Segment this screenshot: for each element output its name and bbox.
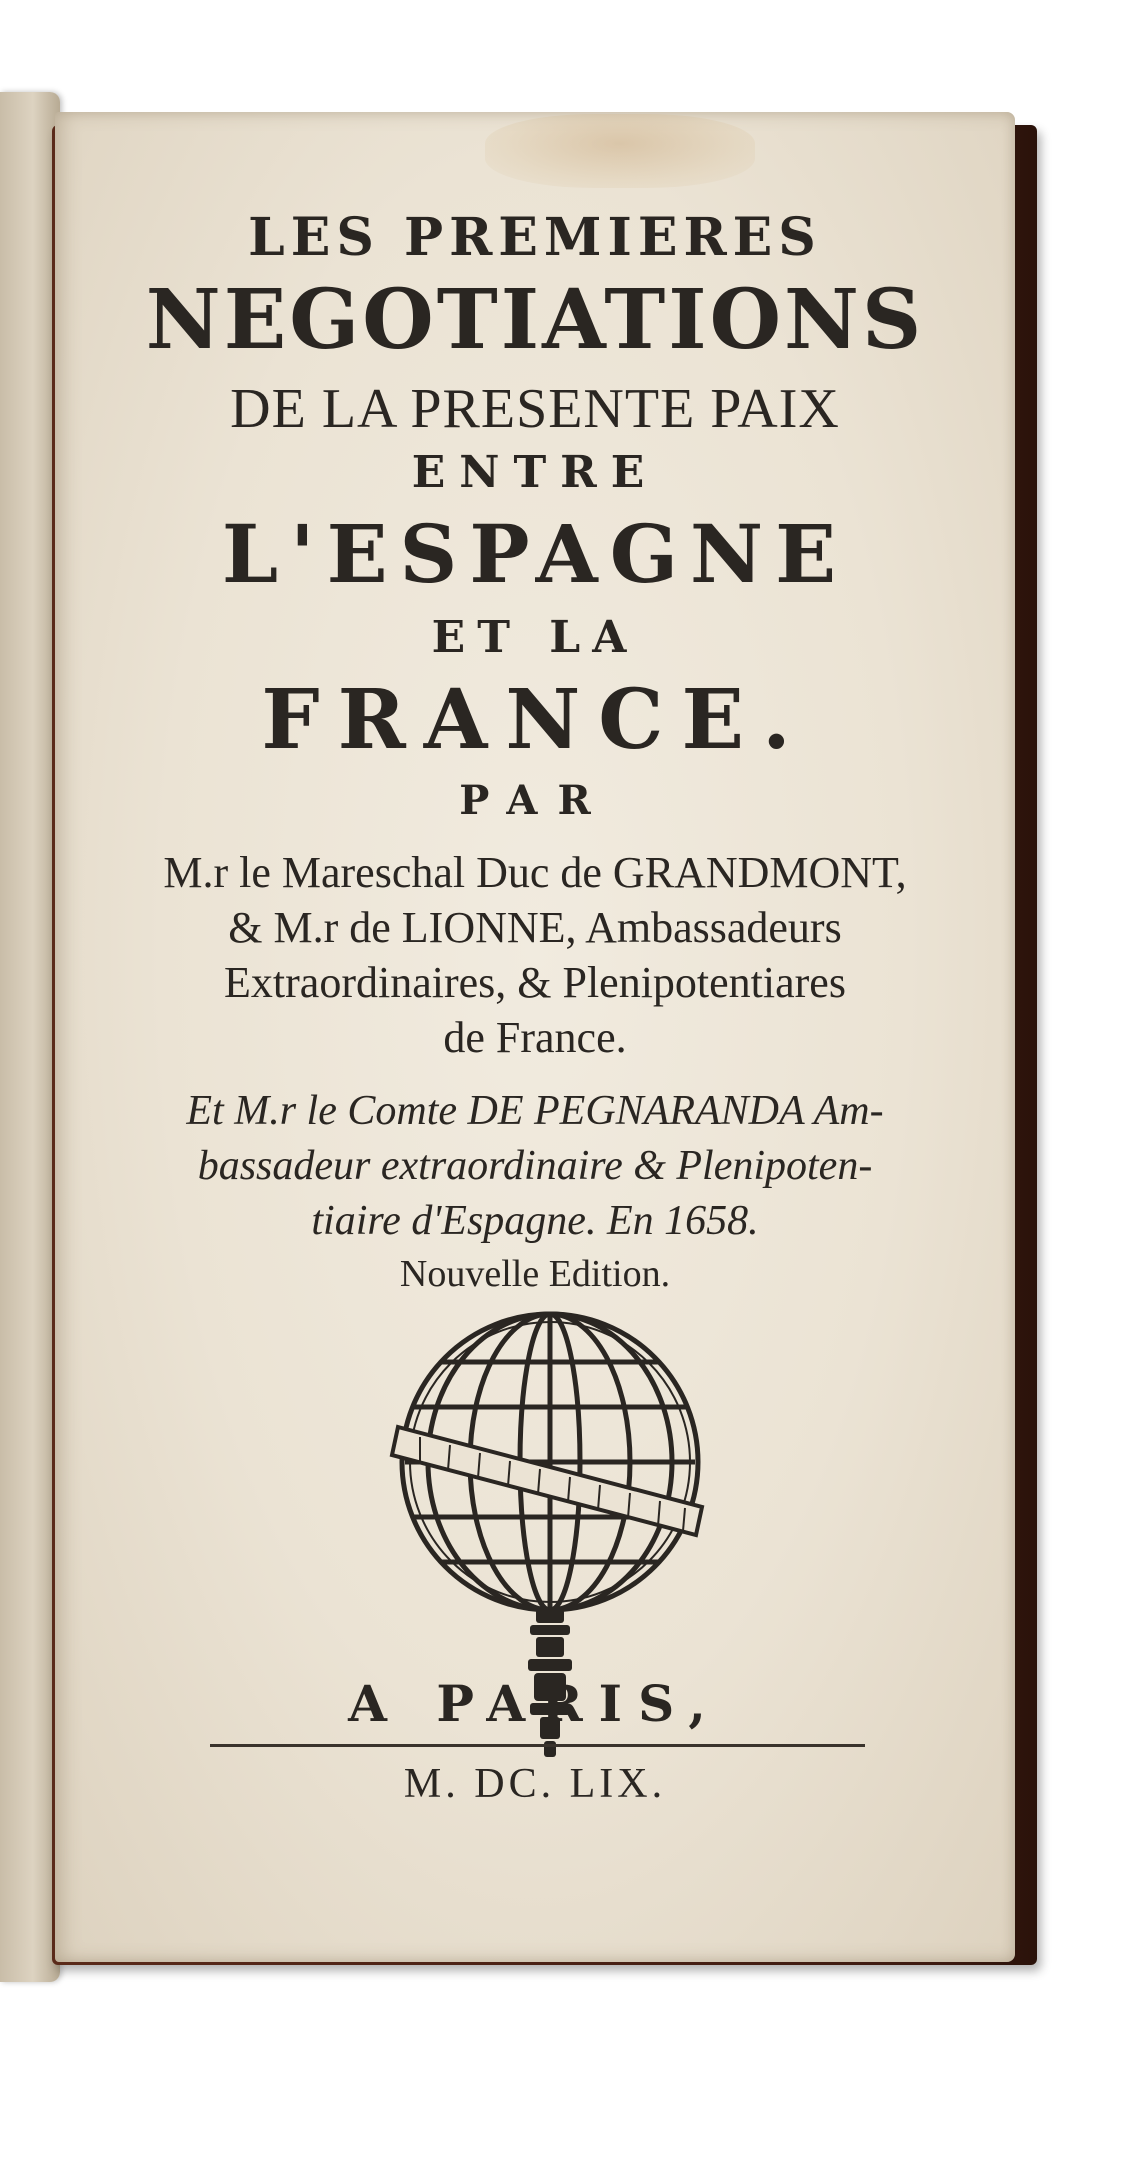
author-line-5: Et M.r le Comte DE PEGNARANDA Am-	[186, 1088, 884, 1134]
author-line-4: de France.	[443, 1013, 627, 1062]
title-line-3: DE LA PRESENTE PAIX	[230, 378, 840, 440]
author-line-1: M.r le Mareschal Duc de GRANDMONT,	[163, 848, 907, 897]
left-facing-leaf	[0, 92, 60, 1982]
author-line-6: bassadeur extraordinaire & Plenipoten-	[197, 1143, 873, 1189]
title-line-6: ET LA	[431, 612, 639, 663]
imprint-rule	[210, 1744, 865, 1747]
author-line-3: Extraordinaires, & Plenipotentiares	[224, 958, 846, 1007]
title-line-4: ENTRE	[411, 447, 659, 498]
title-line-2: NEGOTIATIONS	[145, 272, 925, 368]
title-line-1: LES PREMIERES	[248, 207, 822, 268]
paper-stain	[485, 114, 755, 188]
title-line-7: FRANCE.	[261, 672, 809, 768]
title-page	[55, 112, 1015, 1962]
author-line-2: & M.r de LIONNE, Ambassadeurs	[228, 903, 842, 952]
imprint-place: A PARIS,	[348, 1674, 722, 1733]
imprint-year: M. DC. LIX.	[403, 1761, 667, 1807]
author-line-7: tiaire d'Espagne. En 1658.	[311, 1198, 759, 1244]
edition-line: Nouvelle Edition.	[399, 1253, 671, 1295]
title-line-8: PAR	[459, 777, 611, 824]
title-line-5: L'ESPAGNE	[221, 507, 849, 601]
